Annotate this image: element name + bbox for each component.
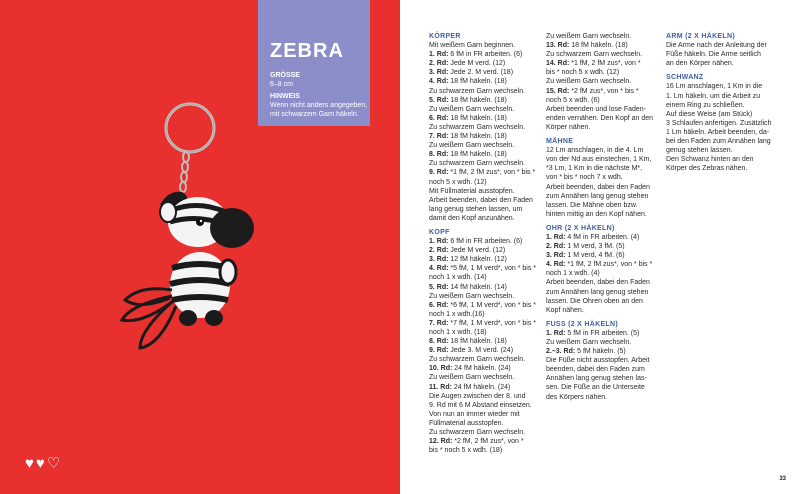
instruction-text: 1 M verd, 3 fM. (5) [565, 243, 625, 251]
instruction-text: Zu weißem Garn wechseln. [429, 292, 515, 300]
instruction-line [429, 68, 554, 77]
instruction-text: 12 fM häkeln. (12) [448, 256, 507, 264]
instruction-line [546, 173, 671, 182]
instruction-text: 6 fM in FR arbeiten. (6) [448, 238, 523, 246]
instruction-line [666, 110, 791, 119]
instruction-text: noch 5 x wdh. (6) [546, 96, 600, 104]
instruction-line [666, 41, 791, 50]
instruction-text: 24 fM häkeln. (24) [452, 365, 511, 373]
instruction-text: Körper des Zebras nähen. [666, 165, 748, 173]
instruction-line [429, 328, 554, 337]
instruction-text: Jede 2. M verd. (18) [448, 69, 514, 77]
instruction-text: noch 5 x wdh. (12) [429, 178, 487, 186]
instruction-text: 14 fM häkeln. (14) [448, 283, 507, 291]
round-label: 3. Rd: [429, 69, 449, 77]
round-label: 2. Rd: [429, 60, 449, 68]
section-heading: OHR (2 X HÄKELN) [546, 224, 615, 232]
instruction-line [546, 146, 671, 155]
instruction-line [546, 192, 671, 201]
instruction-text: Arbeit beenden und lose Faden- [546, 105, 647, 113]
instruction-text: 9. Rd mit 6 M Abstand einsetzen. [429, 401, 532, 409]
instruction-text: enden vernähen. Den Kopf an den [546, 114, 654, 122]
instruction-text: Die Augen zwischen der 8. und [429, 392, 526, 400]
section-heading: MÄHNE [546, 138, 574, 146]
instruction-line [666, 59, 791, 68]
difficulty-rating [25, 456, 60, 471]
instruction-line [429, 237, 554, 246]
instruction-text: *2 fM zus*, von * bis * [569, 87, 639, 95]
instruction-text: noch 1 x wdh. (14) [429, 274, 487, 282]
instruction-text: bis * noch 5 x wdh. (12) [546, 69, 620, 77]
instruction-line [546, 183, 671, 192]
instruction-line [429, 50, 554, 59]
instruction-line [546, 41, 671, 50]
round-label: 8. Rd: [429, 151, 449, 159]
round-label: 2.–3. Rd: [546, 348, 576, 356]
instruction-line [546, 356, 671, 365]
instruction-text: 1 M verd, 4 fM. (6) [565, 252, 625, 260]
instruction-line [429, 355, 554, 364]
instruction-line [429, 292, 554, 301]
instruction-text: *3 Lm, 1 Km in die nächste M*, [546, 165, 643, 173]
instruction-text: Zu weißem Garn wechseln. [546, 339, 632, 346]
instruction-text: Zu weißem Garn wechseln. [429, 142, 515, 150]
instruction-text: *2 fM, 2 fM zus*, von * [452, 438, 524, 446]
instruction-text: 18 fM häkeln. (18) [448, 151, 507, 159]
instruction-line [429, 214, 554, 223]
instruction-line [429, 87, 554, 96]
instruction-text: *1 fM, 2 fM zus*, von * bis * [448, 169, 536, 177]
pattern-title: ZEBRA [270, 40, 344, 62]
instruction-line [546, 329, 671, 338]
instruction-text: *6 fM, 1 M verd*, von * bis * [448, 301, 536, 309]
heart-filled-icon: ♥ [35, 455, 45, 472]
instruction-line [429, 246, 554, 255]
instruction-line [429, 401, 554, 410]
instruction-text: lang genug stehen lassen, um [429, 205, 523, 213]
instruction-line [429, 410, 554, 419]
instruction-text: Kopf nähen. [546, 306, 584, 314]
instruction-text: Füße häkeln. Die Arme seitlich [666, 51, 761, 59]
instruction-line [429, 283, 554, 292]
instruction-text: Die Füße nicht ausstopfen. Arbeit [546, 357, 650, 365]
instruction-line [546, 77, 671, 86]
instruction-line [546, 306, 671, 315]
round-label: 9. Rd: [429, 347, 449, 355]
instruction-text: sen. Die Füße an die Unterseite [546, 384, 645, 392]
instruction-text: 5 fM in FR arbeiten. (5) [565, 329, 640, 337]
instruction-text: einem Ring zu schließen. [666, 101, 745, 109]
instruction-line [429, 187, 554, 196]
round-label: 1. Rd: [546, 329, 566, 337]
round-label: 2. Rd: [546, 243, 566, 251]
instruction-text: hinten mittig an den Kopf nähen. [546, 210, 647, 218]
instruction-line [429, 383, 554, 392]
section-heading: KOPF [429, 228, 450, 236]
instruction-text: genug stehen lassen. [666, 147, 733, 155]
instruction-line [666, 137, 791, 146]
instruction-text: Den Schwanz hinten an den [666, 156, 754, 164]
heart-outline-icon: ♡ [46, 455, 61, 472]
round-label: 11. Rd: [429, 383, 452, 391]
instruction-text: *5 fM, 1 M verd*, von * bis * [448, 265, 536, 273]
instruction-line [546, 32, 671, 41]
round-label: 3. Rd: [429, 256, 449, 264]
instruction-line [429, 196, 554, 205]
instruction-text: 18 fM häkeln. (18) [448, 133, 507, 141]
instruction-text: an den Körper nähen. [666, 60, 734, 68]
round-label: 13. Rd: [546, 42, 570, 50]
instruction-line [429, 178, 554, 187]
instruction-line [429, 310, 554, 319]
instruction-line [429, 96, 554, 105]
instruction-line [546, 251, 671, 260]
instruction-line [429, 168, 554, 177]
instruction-text: 18 fM häkeln. (18) [569, 42, 628, 50]
heart-filled-icon: ♥ [25, 455, 34, 472]
round-label: 10. Rd: [429, 365, 453, 373]
instruction-text: Von nun an immer wieder mit [429, 410, 520, 418]
instruction-text: des Körpers nähen. [546, 393, 608, 401]
instruction-text: Auf diese Weise (am Stück) [666, 110, 753, 118]
instruction-text: Zu schwarzem Garn wechseln. [429, 87, 526, 95]
instructions-column-1 [429, 32, 554, 455]
round-label: 7. Rd: [429, 133, 449, 141]
instruction-text: lassen. Die Ohren oben an den [546, 297, 643, 305]
instruction-line [429, 255, 554, 264]
round-label: 8. Rd: [429, 338, 449, 346]
instruction-line [546, 155, 671, 164]
instruction-line [429, 105, 554, 114]
instruction-text: Arbeit beenden, dabei den Faden [546, 279, 650, 287]
round-label: 4. Rd: [546, 261, 566, 269]
instruction-line [546, 338, 671, 347]
instruction-text: 24 fM häkeln. (24) [451, 383, 511, 391]
instruction-text: bei den Faden zum Annähen lang [666, 138, 771, 146]
instruction-line [546, 278, 671, 287]
instruction-text: Arbeit beenden, dabei den Faden [546, 183, 650, 191]
instruction-line [429, 123, 554, 132]
instruction-line [429, 428, 554, 437]
instruction-text: zum Annähen lang genug stehen [546, 288, 649, 296]
instruction-line [429, 446, 554, 455]
instruction-line [666, 155, 791, 164]
instruction-text: Zu schwarzem Garn wechseln. [429, 123, 526, 131]
instruction-line [666, 128, 791, 137]
instruction-text: Zu weißem Garn wechseln. [546, 78, 632, 86]
instruction-text: Mit Füllmaterial ausstopfen. [429, 187, 515, 195]
instruction-line [546, 347, 671, 356]
instruction-text: Annähen lang genug stehen las- [546, 375, 647, 383]
instruction-text: noch 1 x wdh.(16) [429, 310, 485, 318]
instruction-line [429, 419, 554, 428]
instruction-line [546, 87, 671, 96]
size-label: GRÖSSE [270, 72, 300, 79]
instruction-text: 16 Lm anschlagen, 1 Km in die [666, 83, 763, 91]
instruction-text: lassen. Die Mähne oben bzw. [546, 201, 638, 209]
instruction-text: 3 Schlaufen anfertigen. Zusätzlich [666, 119, 772, 127]
round-label: 4. Rd: [429, 78, 449, 86]
instruction-line [546, 393, 671, 402]
instruction-line [546, 260, 671, 269]
instruction-line [429, 273, 554, 282]
instruction-text: Zu weißem Garn wechseln. [546, 33, 632, 40]
instructions-column-3 [666, 32, 791, 173]
instruction-line [666, 164, 791, 173]
instruction-text: *1 fM, 2 fM zus*, von * bis * [565, 261, 653, 269]
instruction-text: Zu schwarzem Garn wechseln. [429, 429, 526, 437]
instruction-text: Jede M verd. (12) [448, 60, 506, 68]
instruction-line [429, 141, 554, 150]
instruction-line [429, 337, 554, 346]
instruction-line [546, 210, 671, 219]
instruction-line [429, 364, 554, 373]
instruction-line [666, 82, 791, 91]
section-heading: ARM (2 X HÄKELN) [666, 33, 735, 40]
page-number: 33 [779, 476, 786, 482]
instruction-text: Mit weißem Garn beginnen. [429, 42, 515, 50]
round-label: 9. Rd: [429, 169, 449, 177]
instruction-line [666, 92, 791, 101]
instruction-line [546, 105, 671, 114]
instruction-text: beenden, dabei den Faden zum [546, 366, 645, 374]
instruction-text: Füllmaterial ausstopfen. [429, 419, 504, 427]
instruction-text: 5 fM häkeln. (5) [575, 348, 626, 356]
instruction-line [429, 301, 554, 310]
round-label: 14. Rd: [546, 60, 570, 68]
instruction-line [429, 132, 554, 141]
instruction-line [546, 288, 671, 297]
section-heading: FUSS (2 X HÄKELN) [546, 320, 618, 328]
instruction-line [429, 437, 554, 446]
instruction-text: Jede M verd. (12) [448, 247, 506, 255]
instruction-line [546, 383, 671, 392]
instruction-text: Jede 3. M verd. (24) [448, 347, 514, 355]
instruction-line [429, 319, 554, 328]
round-label: 1. Rd: [546, 233, 566, 241]
round-label: 7. Rd: [429, 319, 449, 327]
instruction-text: 18 fM häkeln. (18) [448, 338, 507, 346]
instructions-column-2 [546, 32, 671, 402]
instruction-text: 1. Lm häkeln, um die Arbeit zu [666, 92, 761, 100]
instruction-text: 18 fM häkeln. (18) [448, 114, 507, 122]
instruction-line [429, 159, 554, 168]
round-label: 5. Rd: [429, 96, 449, 104]
round-label: 2. Rd: [429, 247, 449, 255]
instruction-line [546, 68, 671, 77]
instruction-text: 1 Lm häkeln. Arbeit beenden, da- [666, 128, 770, 136]
instruction-line [429, 346, 554, 355]
instruction-line [546, 201, 671, 210]
round-label: 6. Rd: [429, 114, 449, 122]
instruction-text: 4 fM in FR arbeiten. (4) [565, 233, 640, 241]
instruction-line [429, 114, 554, 123]
round-label: 4. Rd: [429, 265, 449, 273]
instruction-text: Zu weißem Garn wechseln. [429, 105, 515, 113]
instruction-text: Zu schwarzem Garn wechseln. [429, 356, 526, 364]
instruction-text: von * bis * noch 7 x wdh. [546, 174, 623, 182]
instruction-text: noch 1 x wdh. (4) [546, 270, 600, 278]
instruction-line [546, 269, 671, 278]
info-card [258, 0, 370, 126]
round-label: 12. Rd: [429, 438, 453, 446]
instruction-text: *7 fM, 1 M verd*, von * bis * [448, 319, 536, 327]
instruction-text: 6 fM in FR arbeiten. (6) [448, 51, 523, 59]
instruction-text: Arbeit beenden, dabei den Faden [429, 196, 533, 204]
instruction-line [429, 41, 554, 50]
round-label: 6. Rd: [429, 301, 449, 309]
round-label: 1. Rd: [429, 51, 449, 59]
instruction-line [429, 205, 554, 214]
instruction-text: Körper nähen. [546, 123, 591, 131]
instruction-text: Zu schwarzem Garn wechseln. [546, 51, 643, 59]
instruction-text: bis * noch 5 x wdh. (18) [429, 447, 503, 455]
round-label: 1. Rd: [429, 238, 449, 246]
instruction-line [546, 50, 671, 59]
instruction-line [546, 365, 671, 374]
instruction-line [429, 150, 554, 159]
instruction-text: *1 fM, 2 fM zus*, von * [569, 60, 641, 68]
instruction-line [666, 119, 791, 128]
instruction-line [546, 96, 671, 105]
instruction-line [546, 242, 671, 251]
instruction-line [546, 164, 671, 173]
instruction-line [429, 264, 554, 273]
section-heading: KÖRPER [429, 33, 461, 40]
round-label: 3. Rd: [546, 252, 566, 260]
instruction-line [546, 374, 671, 383]
instruction-line [666, 146, 791, 155]
instruction-text: 18 fM häkeln. (18) [448, 78, 507, 86]
instruction-line [666, 101, 791, 110]
instructions-page [400, 0, 800, 494]
instruction-line [546, 233, 671, 242]
hint-label: HINWEIS [270, 93, 300, 100]
round-label: 5. Rd: [429, 283, 449, 291]
instruction-line [546, 114, 671, 123]
size-value: 6–8 cm [270, 81, 293, 88]
instruction-text: Die Arme nach der Anleitung der [666, 42, 767, 50]
instruction-text: noch 1 x wdh. (18) [429, 329, 487, 336]
instruction-line [546, 123, 671, 132]
instruction-line [429, 373, 554, 382]
instruction-text: 12 Lm anschlagen, in die 4. Lm [546, 147, 644, 155]
instruction-line [429, 59, 554, 68]
instruction-text: Zu schwarzem Garn wechseln. [429, 160, 526, 168]
instruction-line [546, 59, 671, 68]
instruction-line [546, 297, 671, 306]
instruction-line [666, 50, 791, 59]
instruction-text: von der Nd aus einstechen, 1 Km, [546, 156, 652, 164]
instruction-text: damit den Kopf anzunähen. [429, 214, 515, 222]
instruction-text: Zu weißem Garn wechseln. [429, 374, 515, 382]
instruction-line [429, 77, 554, 86]
instruction-text: 18 fM häkeln. (18) [448, 96, 507, 104]
hint-value: Wenn nicht anders angegeben, mit schwarzem Garn häkeln. [270, 102, 368, 118]
section-heading: SCHWANZ [666, 74, 704, 82]
instruction-line [429, 392, 554, 401]
round-label: 15. Rd: [546, 87, 570, 95]
instruction-text: zum Annähen lang genug stehen [546, 192, 649, 200]
